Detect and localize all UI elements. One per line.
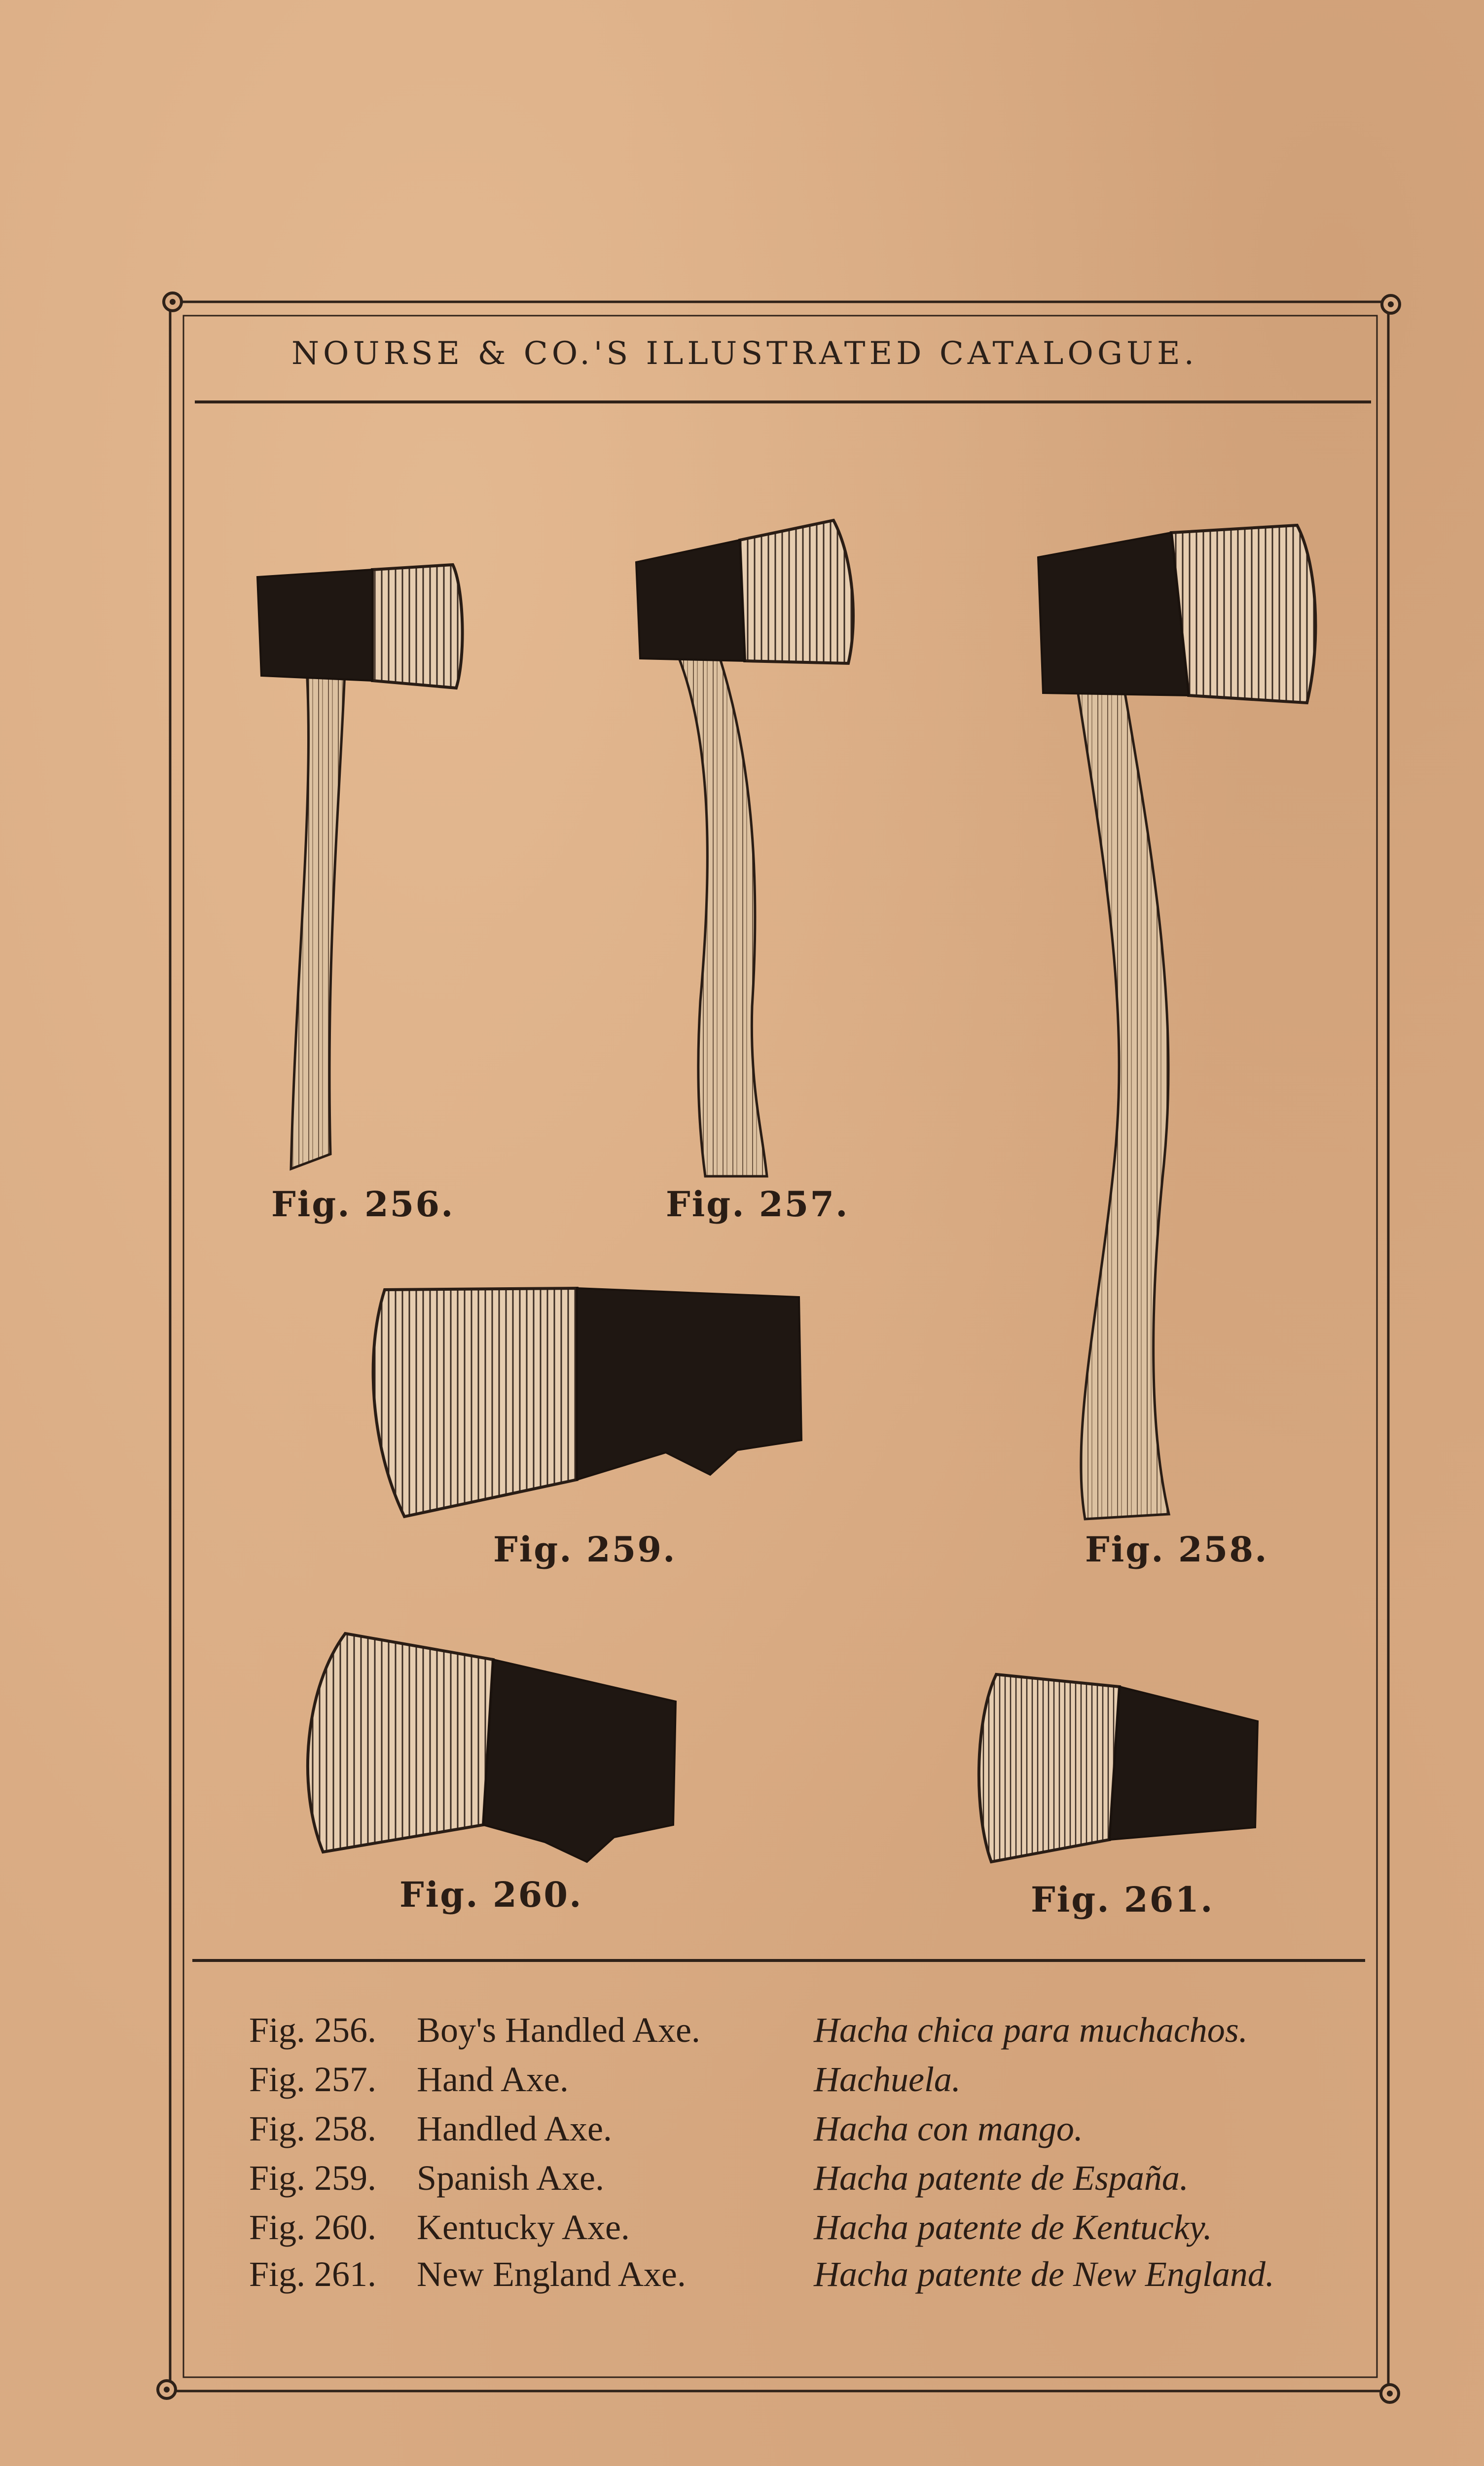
axe-illustration-258 — [1038, 525, 1315, 1519]
caption-english-name: Boy's Handled Axe. — [417, 2010, 700, 2050]
caption-fig-number: Fig. 257. — [249, 2060, 377, 2099]
caption-fig-number: Fig. 256. — [249, 2010, 377, 2050]
caption-english-name: Spanish Axe. — [417, 2158, 605, 2198]
axe-illustration-260 — [308, 1633, 676, 1862]
caption-english-name: New England Axe. — [417, 2254, 686, 2294]
fig-label-260: Fig. 260. — [399, 1874, 583, 1915]
caption-fig-number: Fig. 261. — [249, 2254, 377, 2294]
caption-spanish-name: Hacha patente de España. — [814, 2158, 1189, 2198]
caption-english-name: Kentucky Axe. — [417, 2208, 630, 2247]
caption-spanish-name: Hacha patente de Kentucky. — [814, 2208, 1212, 2247]
catalogue-header-title: NOURSE & CO.'S ILLUSTRATED CATALOGUE. — [291, 335, 1198, 372]
caption-fig-number: Fig. 258. — [249, 2109, 377, 2148]
caption-spanish-name: Hacha patente de New England. — [814, 2254, 1274, 2294]
caption-fig-number: Fig. 259. — [249, 2158, 377, 2198]
fig-label-259: Fig. 259. — [493, 1529, 677, 1570]
caption-english-name: Hand Axe. — [417, 2060, 569, 2099]
caption-spanish-name: Hacha chica para muchachos. — [814, 2010, 1248, 2050]
axe-illustration-257 — [636, 520, 853, 1176]
caption-spanish-name: Hachuela. — [814, 2060, 961, 2099]
fig-label-257: Fig. 257. — [666, 1184, 849, 1225]
axe-illustration-261 — [979, 1674, 1258, 1862]
fig-label-256: Fig. 256. — [271, 1184, 455, 1225]
caption-fig-number: Fig. 260. — [249, 2208, 377, 2247]
axe-illustration-259 — [373, 1288, 801, 1517]
fig-label-261: Fig. 261. — [1031, 1879, 1214, 1920]
axe-illustration-256 — [257, 565, 463, 1169]
fig-label-258: Fig. 258. — [1085, 1529, 1268, 1570]
caption-english-name: Handled Axe. — [417, 2109, 612, 2148]
caption-spanish-name: Hacha con mango. — [814, 2109, 1083, 2148]
